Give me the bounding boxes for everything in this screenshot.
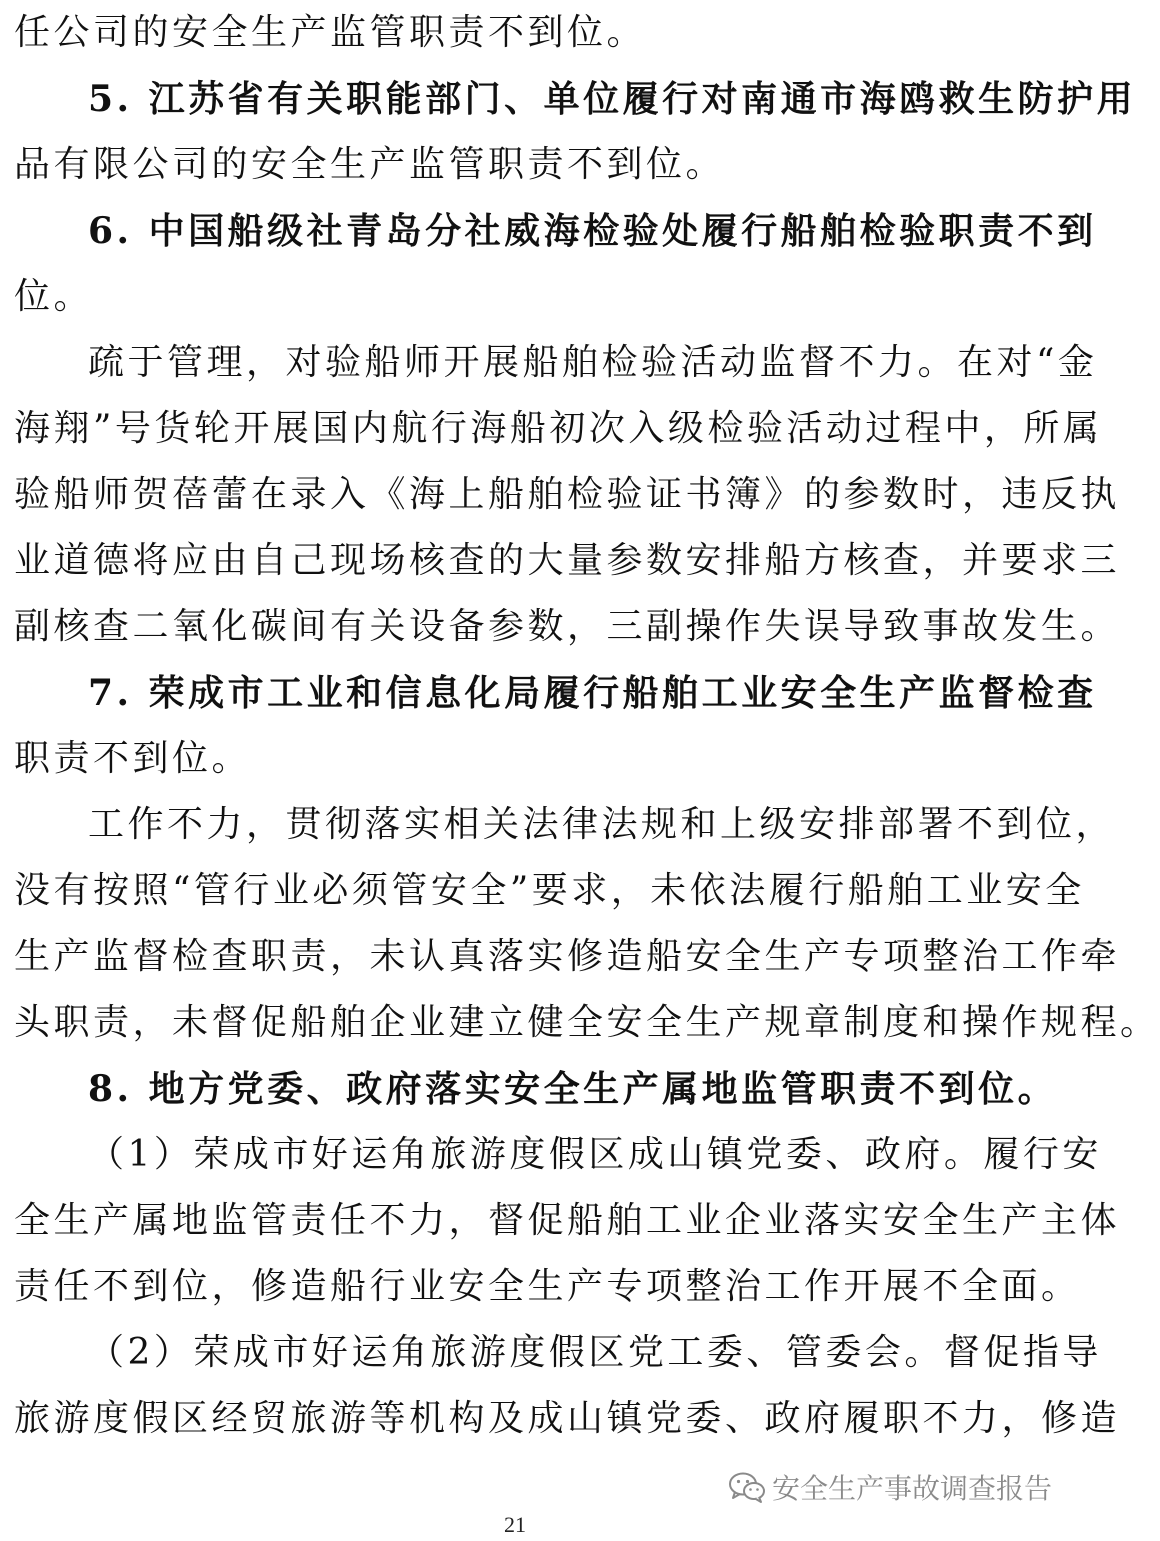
paragraph-line-15: 生产监督检查职责，未认真落实修造船安全生产专项整治工作牵 — [14, 936, 1121, 977]
section-heading-5: 5. 江苏省有关职能部门、单位履行对南通市海鸥救生防护用 — [88, 78, 1137, 120]
wechat-watermark — [728, 1467, 1052, 1507]
paragraph-line-9: 业道德将应由自己现场核查的大量参数安排船方核查，并要求三 — [14, 540, 1121, 581]
paragraph-line-21: （2）荣成市好运角旅游度假区党工委、管委会。督促指导 — [88, 1332, 1102, 1373]
page-number: 21 — [504, 1512, 526, 1537]
paragraph-line-13: 工作不力，贯彻落实相关法律法规和上级安排部署不到位， — [88, 804, 1116, 845]
paragraph-line-10: 副核查二氧化碳间有关设备参数，三副操作失误导致事故发生。 — [14, 606, 1121, 647]
paragraph-line-20: 责任不到位，修造船行业安全生产专项整治工作开展不全面。 — [14, 1266, 1081, 1307]
paragraph-line-22: 旅游度假区经贸旅游等机构及成山镇党委、政府履职不力，修造 — [14, 1398, 1121, 1439]
paragraph-line-6: 疏于管理，对验船师开展船舶检验活动监督不力。在对“金 — [88, 342, 1098, 383]
paragraph-line-19: 全生产属地监管责任不力，督促船舶工业企业落实安全生产主体 — [14, 1200, 1121, 1241]
paragraph-line-8: 验船师贺蓓蕾在录入《海上船舶检验证书簿》的参数时，违反执 — [14, 474, 1121, 515]
paragraph-line-16: 头职责，未督促船舶企业建立健全安全生产规章制度和操作规程。 — [14, 1002, 1160, 1043]
paragraph-line-18: （1）荣成市好运角旅游度假区成山镇党委、政府。履行安 — [88, 1134, 1102, 1175]
text-line-12: 职责不到位。 — [14, 738, 252, 779]
paragraph-line-7: 海翔”号货轮开展国内航行海船初次入级检验活动过程中，所属 — [14, 408, 1103, 449]
section-heading-7: 7. 荣成市工业和信息化局履行船舶工业安全生产监督检查 — [88, 672, 1097, 714]
wechat-icon — [728, 1470, 766, 1504]
paragraph-line-14: 没有按照“管行业必须管安全”要求，未依法履行船舶工业安全 — [14, 870, 1085, 911]
section-heading-8: 8. 地方党委、政府落实安全生产属地监管职责不到位。 — [88, 1068, 1058, 1110]
section-heading-6: 6. 中国船级社青岛分社威海检验处履行船舶检验职责不到 — [88, 210, 1097, 252]
watermark-text: 安全生产事故调查报告 — [772, 1472, 1053, 1505]
text-line-1: 任公司的安全生产监管职责不到位。 — [14, 12, 647, 53]
text-line-5: 位。 — [14, 276, 94, 317]
text-line-3: 品有限公司的安全生产监管职责不到位。 — [14, 144, 726, 185]
document-body — [14, 0, 1160, 1452]
